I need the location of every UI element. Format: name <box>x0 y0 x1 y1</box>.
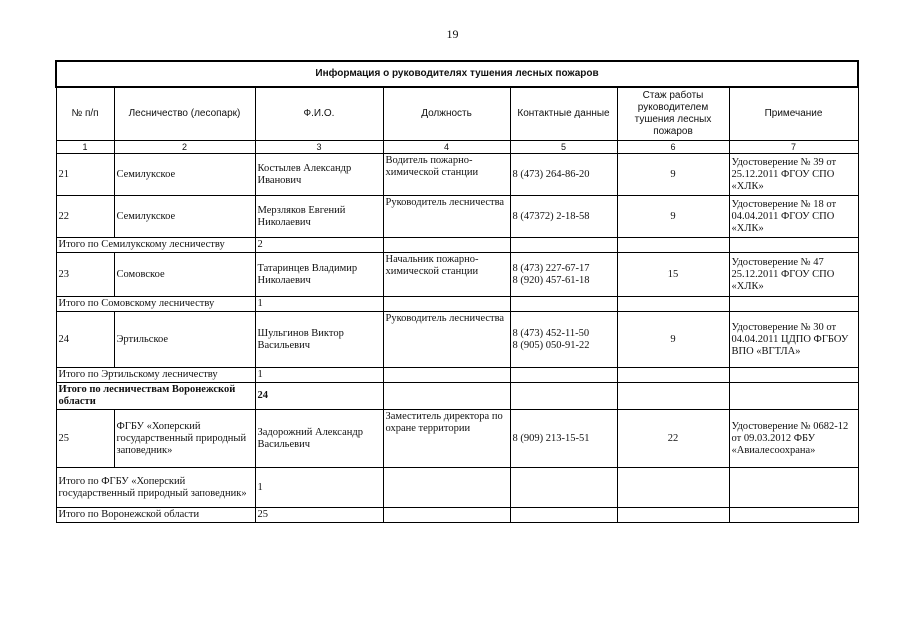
row-fio: Шульгинов Виктор Васильевич <box>255 312 383 368</box>
header-num: № п/п <box>56 87 114 141</box>
subtotal-row <box>56 238 858 253</box>
row-position: Руководитель лесничества <box>383 196 510 238</box>
subtotal-row <box>56 468 858 508</box>
total-row <box>56 383 858 410</box>
table-row <box>56 312 858 368</box>
row-fio: Задорожний Александр Васильевич <box>255 410 383 468</box>
column-number: 4 <box>383 141 510 154</box>
total-label: Итого по лесничествам Воронежской области <box>56 383 255 410</box>
row-position: Начальник пожарно-химической станции <box>383 253 510 297</box>
row-position: Руководитель лесничества <box>383 312 510 368</box>
table-title-row <box>56 61 858 87</box>
total-value: 24 <box>255 383 383 410</box>
column-number: 7 <box>729 141 858 154</box>
subtotal-value: 1 <box>255 468 383 508</box>
contact-phone: 8 (473) 227-67-17 <box>512 262 590 274</box>
row-forestry: Семилукское <box>114 154 255 196</box>
total-row <box>56 508 858 523</box>
row-experience: 22 <box>617 410 729 468</box>
header-forestry: Лесничество (лесопарк) <box>114 87 255 141</box>
row-num: 23 <box>56 253 114 297</box>
row-note: Удостоверение № 18 от 04.04.2011 ФГОУ СПО «ХЛК» <box>729 196 858 238</box>
row-fio: Мерзляков Евгений Николаевич <box>255 196 383 238</box>
subtotal-label: Итого по Семилукскому лесничеству <box>56 238 255 253</box>
total-label: Итого по Воронежской области <box>56 508 255 523</box>
row-fio: Костылев Александр Иванович <box>255 154 383 196</box>
table-row <box>56 253 858 297</box>
header-row <box>56 87 858 141</box>
subtotal-label: Итого по Сомовскому лесничеству <box>56 297 255 312</box>
table-row <box>56 154 858 196</box>
header-contacts: Контактные данные <box>510 87 617 141</box>
row-contacts <box>510 312 617 368</box>
column-number: 2 <box>114 141 255 154</box>
row-contacts <box>510 154 617 196</box>
row-num: 22 <box>56 196 114 238</box>
subtotal-row <box>56 297 858 312</box>
row-contacts <box>510 253 617 297</box>
subtotal-value: 1 <box>255 297 383 312</box>
row-num: 24 <box>56 312 114 368</box>
row-forestry: Семилукское <box>114 196 255 238</box>
row-note: Удостоверение № 39 от 25.12.2011 ФГОУ СПО «ХЛК» <box>729 154 858 196</box>
total-value: 25 <box>255 508 383 523</box>
table-row <box>56 196 858 238</box>
row-note: Удостоверение № 0682-12 от 09.03.2012 ФБУ «Авиалесоохрана» <box>729 410 858 468</box>
header-position: Должность <box>383 87 510 141</box>
subtotal-label: Итого по ФГБУ «Хоперский государственный природный заповедник» <box>56 468 255 508</box>
row-experience: 9 <box>617 154 729 196</box>
column-number: 5 <box>510 141 617 154</box>
row-position: Заместитель директора по охране территории <box>383 410 510 468</box>
row-experience: 15 <box>617 253 729 297</box>
contact-phone: 8 (909) 213-15-51 <box>512 432 590 444</box>
subtotal-label: Итого по Эртильскому лесничеству <box>56 368 255 383</box>
row-contacts <box>510 410 617 468</box>
table-row <box>56 410 858 468</box>
column-number: 3 <box>255 141 383 154</box>
row-contacts <box>510 196 617 238</box>
contact-phone: 8 (473) 264-86-20 <box>512 168 590 180</box>
row-num: 25 <box>56 410 114 468</box>
row-forestry: Сомовское <box>114 253 255 297</box>
row-fio: Татаринцев Владимир Николаевич <box>255 253 383 297</box>
fire-leaders-table <box>55 60 859 523</box>
header-fio: Ф.И.О. <box>255 87 383 141</box>
row-experience: 9 <box>617 312 729 368</box>
row-note: Удостоверение № 47 25.12.2011 ФГОУ СПО «ХЛК» <box>729 253 858 297</box>
subtotal-row <box>56 368 858 383</box>
contact-phone: 8 (47372) 2-18-58 <box>512 210 590 222</box>
row-num: 21 <box>56 154 114 196</box>
subtotal-value: 1 <box>255 368 383 383</box>
subtotal-value: 2 <box>255 238 383 253</box>
row-experience: 9 <box>617 196 729 238</box>
table-title: Информация о руководителях тушения лесных пожаров <box>56 61 858 87</box>
row-position: Водитель пожарно-химической станции <box>383 154 510 196</box>
column-number-row <box>56 141 858 154</box>
column-number: 1 <box>56 141 114 154</box>
column-number: 6 <box>617 141 729 154</box>
contact-phone: 8 (905) 050-91-22 <box>512 339 590 351</box>
contact-phone: 8 (473) 452-11-50 <box>512 327 590 339</box>
row-note: Удостоверение № 30 от 04.04.2011 ЦДПО ФГБОУ ВПО «ВГТЛА» <box>729 312 858 368</box>
row-forestry: Эртильское <box>114 312 255 368</box>
row-forestry: ФГБУ «Хоперский государственный природный заповедник» <box>114 410 255 468</box>
page-number: 19 <box>446 27 459 41</box>
contact-phone: 8 (920) 457-61-18 <box>512 274 590 286</box>
header-note: Примечание <box>729 87 858 141</box>
header-experience: Стаж работы руководителем тушения лесных пожаров <box>617 87 729 141</box>
